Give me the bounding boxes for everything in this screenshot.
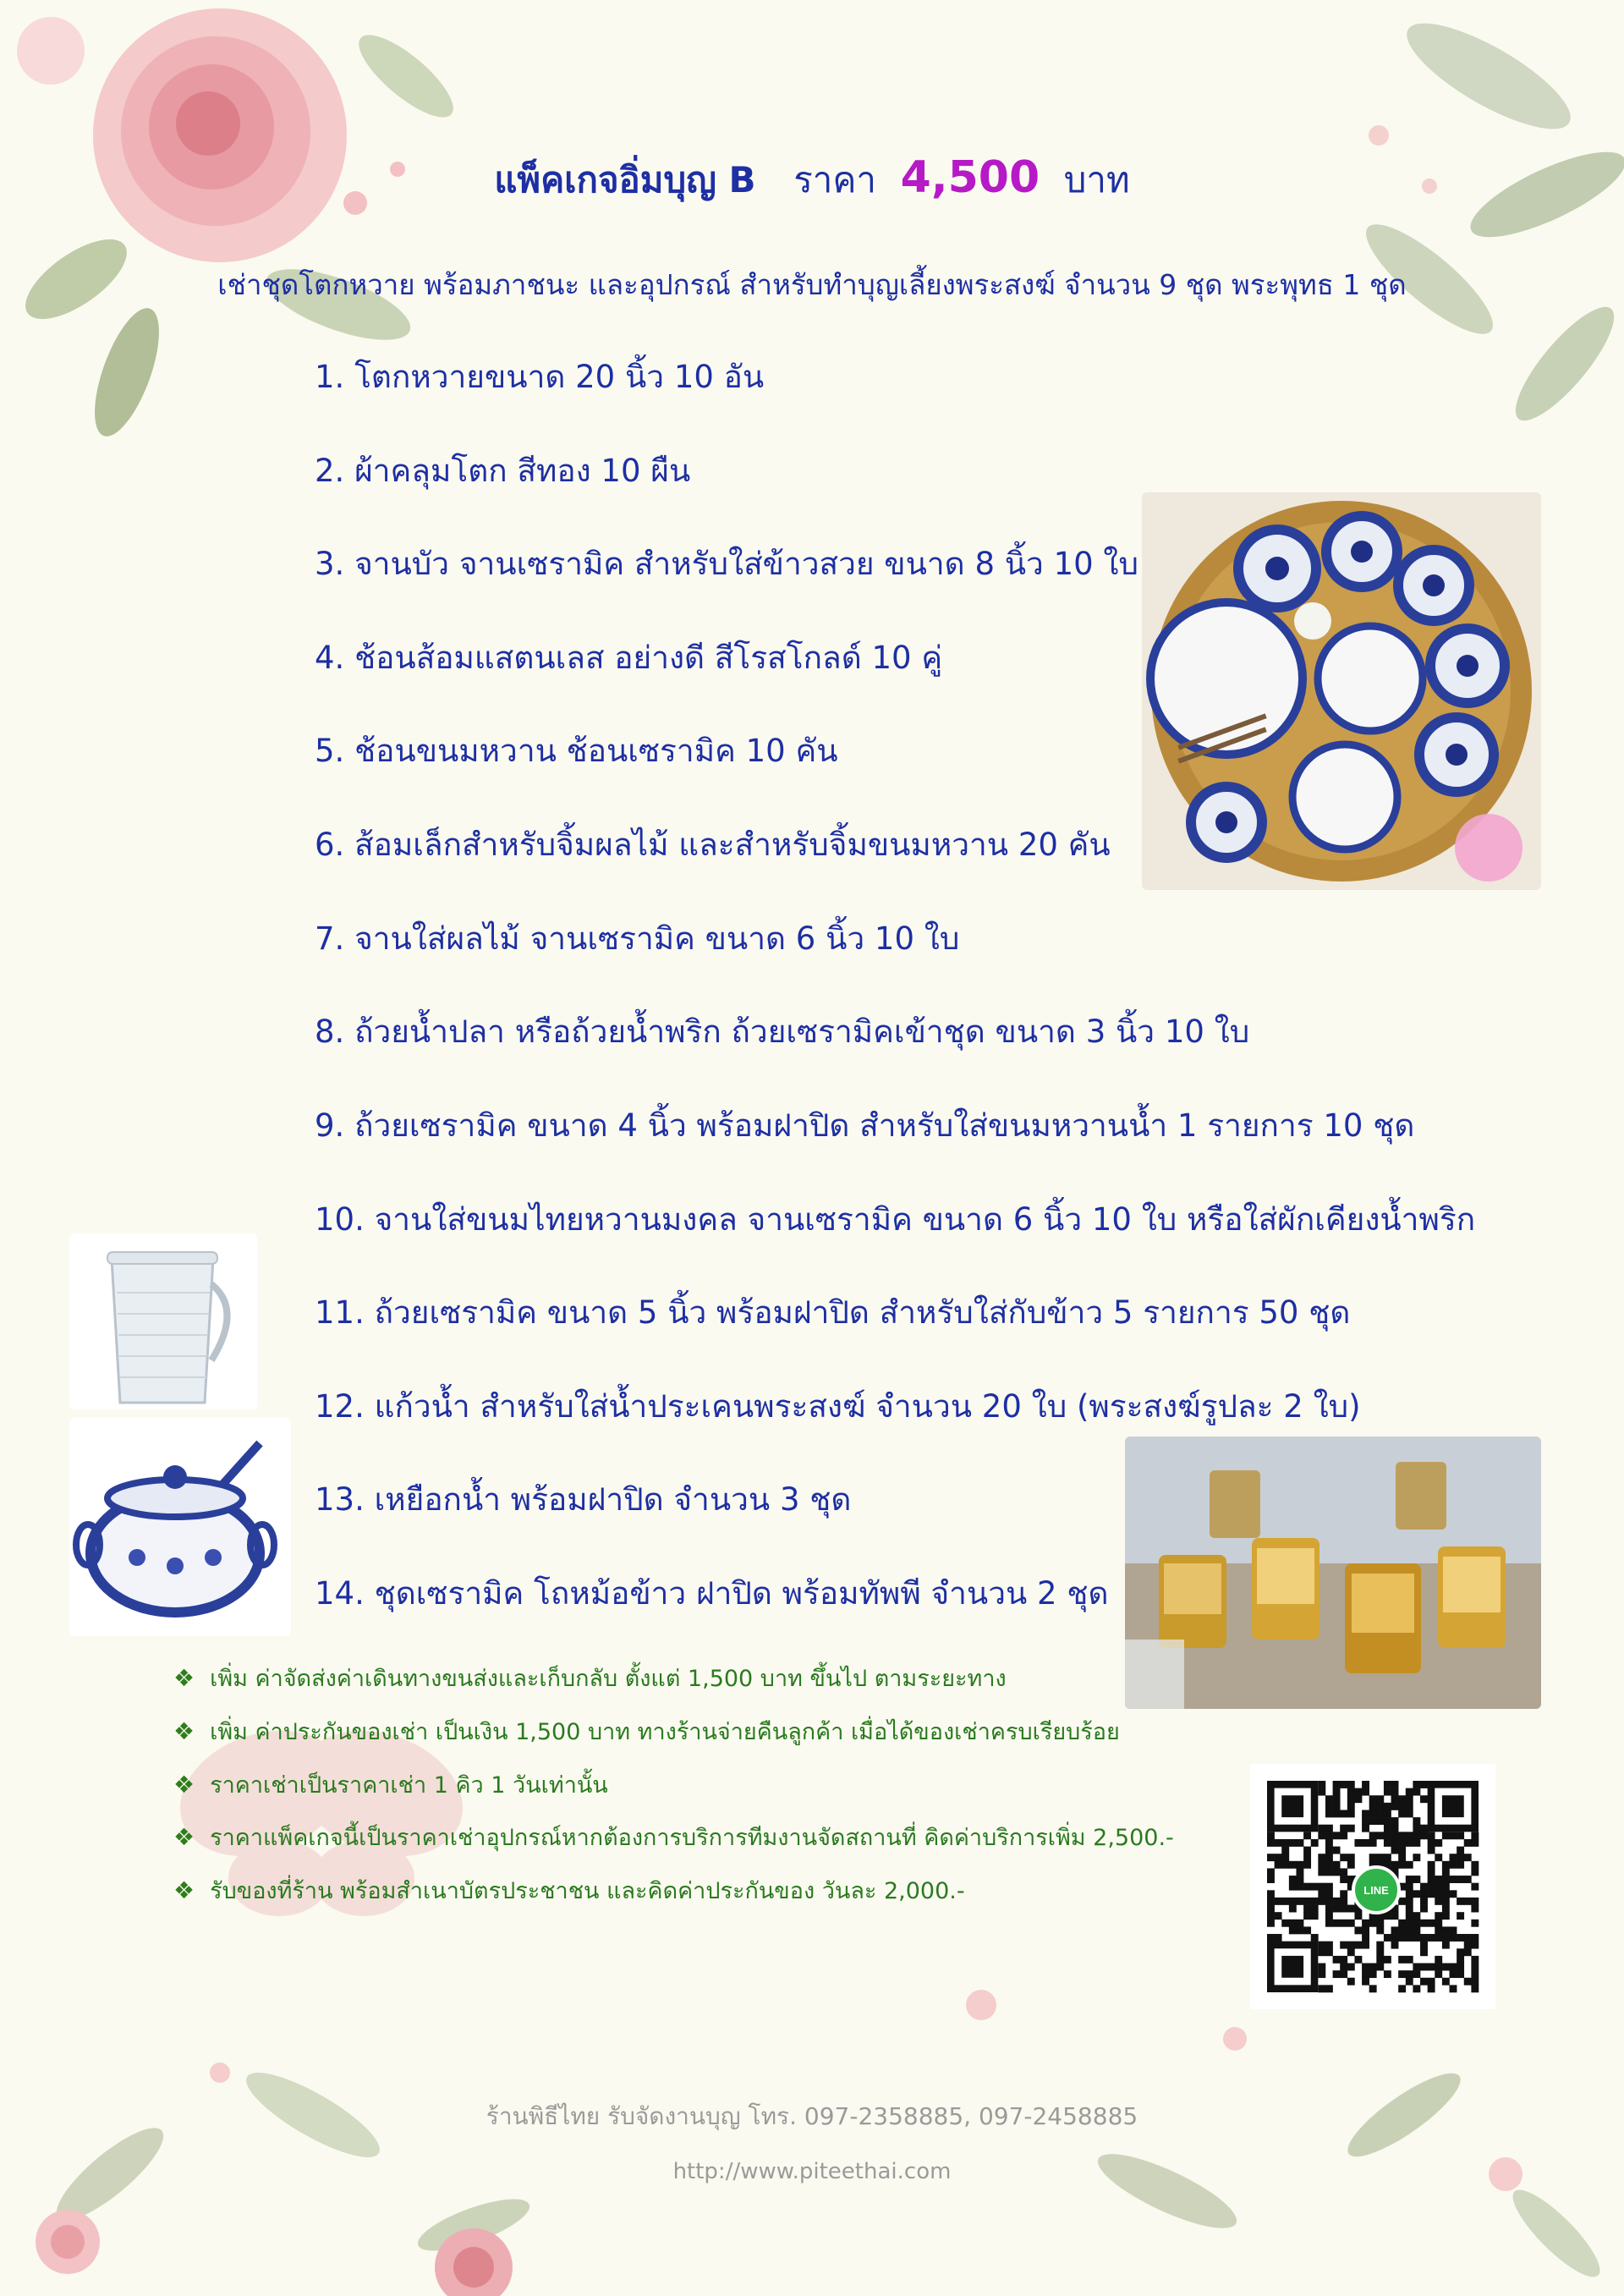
- bullet-icon: ❖: [173, 1823, 195, 1851]
- list-item: 2. ผ้าคลุมโตก สีทอง 10 ผืน: [315, 453, 691, 489]
- bullet-icon: ❖: [173, 1876, 195, 1904]
- note-item: ❖ เพิ่ม ค่าจัดส่งค่าเดินทางขนส่งและเก็บกลับ ตั้งแต่ 1,500 บาท ขึ้นไป ตามระยะทาง: [173, 1664, 1007, 1692]
- list-item: 11. ถ้วยเซรามิค ขนาด 5 นิ้ว พร้อมฝาปิด สำหรับใส่กับข้าว 5 รายการ 50 ชุด: [315, 1294, 1351, 1331]
- list-item: 14. ชุดเซรามิค โถหม้อข้าว ฝาปิด พร้อมทัพพี จำนวน 2 ชุด: [315, 1575, 1109, 1612]
- water-pitcher-photo: [69, 1233, 257, 1409]
- list-item: 12. แก้วน้ำ สำหรับใส่น้ำประเคนพระสงฆ์ จำนวน 20 ใบ (พระสงฆ์รูปละ 2 ใบ): [315, 1388, 1361, 1425]
- note-item: ❖ เพิ่ม ค่าประกันของเช่า เป็นเงิน 1,500 บาท ทางร้านจ่ายคืนลูกค้า เมื่อได้ของเช่าครบเรียบร้อย: [173, 1717, 1120, 1745]
- list-item: 7. จานใส่ผลไม้ จานเซรามิค ขนาด 6 นิ้ว 10 ใบ: [315, 920, 960, 957]
- ceramic-tableware-photo: [1142, 492, 1541, 890]
- list-item: 10. จานใส่ขนมไทยหวานมงคล จานเซรามิค ขนาด 6 นิ้ว 10 ใบ หรือใส่ผักเคียงน้ำพริก: [315, 1201, 1476, 1238]
- list-item: 13. เหยือกน้ำ พร้อมฝาปิด จำนวน 3 ชุด: [315, 1481, 852, 1518]
- list-item: 8. ถ้วยน้ำปลา หรือถ้วยน้ำพริก ถ้วยเซรามิคเข้าชุด ขนาด 3 นิ้ว 10 ใบ: [315, 1013, 1250, 1050]
- package-name: แพ็คเกจอิ่มบุญ B: [494, 159, 756, 200]
- price-value: 4,500: [900, 152, 1040, 203]
- list-item: 9. ถ้วยเซรามิค ขนาด 4 นิ้ว พร้อมฝาปิด สำหรับใส่ขนมหวานน้ำ 1 รายการ 10 ชุด: [315, 1107, 1415, 1144]
- leaf-decoration-top-right: [1328, 0, 1624, 440]
- list-item: 4. ช้อนส้อมแสตนเลส อย่างดี สีโรสโกลด์ 10 คู่: [315, 640, 943, 676]
- list-item: 1. โตกหวายขนาด 20 นิ้ว 10 อัน: [315, 359, 765, 395]
- shop-contact: ร้านพิธีไทย รับจัดงานบุญ โทร. 097-2358885, 097-2458885: [486, 2102, 1138, 2130]
- bullet-icon: ❖: [173, 1664, 195, 1692]
- line-qr-code[interactable]: [1250, 1764, 1495, 2009]
- price-unit: บาท: [1063, 159, 1130, 200]
- bullet-icon: ❖: [173, 1771, 195, 1799]
- website-link[interactable]: http://www.piteethai.com: [672, 2159, 952, 2184]
- ceramic-rice-pot-photo: [69, 1418, 291, 1636]
- list-item: 3. จานบัว จานเซรามิค สำหรับใส่ข้าวสวย ขนาด 8 นิ้ว 10 ใบ: [315, 546, 1138, 582]
- golden-cups-photo: [1125, 1436, 1541, 1709]
- package-title: [0, 152, 1624, 208]
- note-item: ❖ ราคาเช่าเป็นราคาเช่า 1 คิว 1 วันเท่านั้น: [173, 1771, 608, 1799]
- list-item: 5. ช้อนขนมหวาน ช้อนเซรามิค 10 คัน: [315, 733, 838, 769]
- package-subtitle: เช่าชุดโตกหวาย พร้อมภาชนะ และอุปกรณ์ สำหรับทำบุญเลี้ยงพระสงฆ์ จำนวน 9 ชุด พระพุทธ 1 ชุด: [217, 268, 1407, 301]
- line-badge: LINE: [1352, 1865, 1401, 1914]
- note-item: ❖ รับของที่ร้าน พร้อมสำเนาบัตรประชาชน และคิดค่าประกันของ วันละ 2,000.-: [173, 1876, 965, 1904]
- price-label: ราคา: [793, 159, 877, 200]
- note-item: ❖ ราคาแพ็คเกจนี้เป็นราคาเช่าอุปกรณ์หากต้องการบริการทีมงานจัดสถานที่ คิดค่าบริการเพิ่ม 2,500.-: [173, 1823, 1174, 1851]
- bullet-icon: ❖: [173, 1717, 195, 1745]
- list-item: 6. ส้อมเล็กสำหรับจิ้มผลไม้ และสำหรับจิ้มขนมหวาน 20 คัน: [315, 827, 1111, 863]
